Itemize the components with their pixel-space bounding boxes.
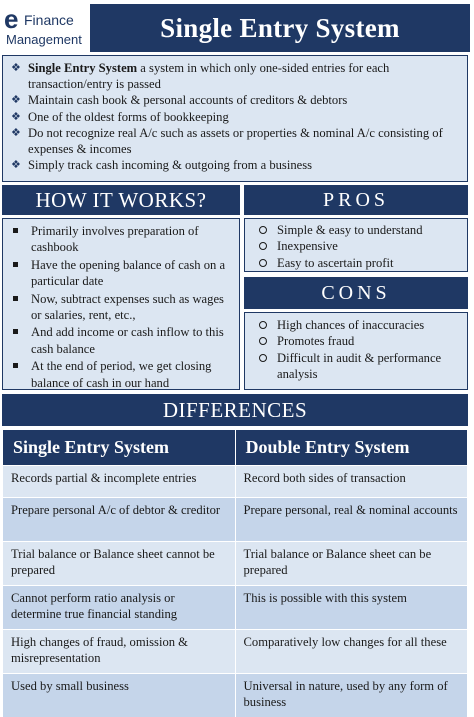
pros-heading: PROS — [244, 185, 468, 215]
table-row — [3, 586, 468, 630]
differences-heading: DIFFERENCES — [2, 394, 468, 426]
how-it-works-box — [2, 218, 240, 390]
hollow-circle-icon — [259, 337, 267, 345]
table-cell: Trial balance or Balance sheet can be prepared — [235, 542, 468, 586]
table-cell: Record both sides of transaction — [235, 466, 468, 498]
hollow-circle-icon — [259, 354, 267, 362]
cons-item — [253, 350, 459, 383]
how-it-works-heading: HOW IT WORKS? — [2, 185, 240, 215]
logo-line-2: Management — [6, 32, 82, 47]
diamond-star-icon: ❖ — [11, 158, 21, 172]
cons-item — [253, 317, 459, 333]
table-cell: Comparatively low changes for all these — [235, 630, 468, 674]
hollow-circle-icon — [259, 226, 267, 234]
how-item — [9, 291, 233, 324]
pros-box — [244, 218, 468, 272]
table-row — [3, 498, 468, 542]
intro-box — [2, 55, 468, 182]
cons-box — [244, 312, 468, 390]
pros-list — [253, 222, 459, 271]
column-header-double: Double Entry System — [235, 430, 468, 466]
intro-item — [11, 157, 459, 173]
table-row — [3, 630, 468, 674]
square-bullet-icon — [13, 296, 18, 301]
pros-item — [253, 255, 459, 271]
cons-item-text: Difficult in audit & performance analysis — [277, 350, 442, 382]
intro-item-text: Maintain cash book & personal accounts of creditors & debtors — [28, 93, 348, 108]
how-item-text: Have the opening balance of cash on a particular date — [31, 257, 226, 289]
pros-item — [253, 222, 459, 238]
intro-item — [11, 92, 459, 108]
table-cell: Trial balance or Balance sheet cannot be prepared — [3, 542, 236, 586]
pros-item-text: Inexpensive — [277, 239, 338, 254]
logo-line-1: Finance — [24, 12, 74, 28]
how-item-text: At the end of period, we get closing balance of cash in our hand — [31, 359, 212, 390]
square-bullet-icon — [13, 228, 18, 233]
how-item-text: And add income or cash inflow to this cash balance — [31, 325, 224, 356]
how-item-text: Primarily involves preparation of cashbook — [31, 224, 199, 255]
hollow-circle-icon — [259, 242, 267, 250]
square-bullet-icon — [13, 329, 18, 334]
intro-list — [11, 60, 459, 173]
logo-e-icon: e — [4, 4, 19, 34]
square-bullet-icon — [13, 262, 18, 267]
table-cell: Records partial & incomplete entries — [3, 466, 236, 498]
intro-item-text: Simply track cash incoming & outgoing from a business — [28, 158, 313, 173]
diamond-star-icon: ❖ — [11, 61, 21, 74]
cons-list — [253, 317, 459, 383]
table-row — [3, 674, 468, 717]
how-item — [9, 223, 233, 256]
intro-item-bold: Single Entry System — [28, 61, 138, 75]
intro-item-text: Do not recognize real A/c such as assets or properties & nominal A/c consisting of expenses & incomes — [28, 125, 443, 157]
intro-item — [11, 125, 459, 157]
intro-item — [11, 109, 459, 125]
diamond-star-icon: ❖ — [11, 93, 21, 107]
cons-item-text: Promotes fraud — [277, 334, 355, 349]
square-bullet-icon — [13, 363, 18, 368]
differences-table — [2, 429, 468, 717]
page-title: Single Entry System — [90, 4, 470, 52]
cons-item-text: High chances of inaccuracies — [277, 318, 425, 332]
how-item — [9, 324, 233, 357]
table-cell: Cannot perform ratio analysis or determine true financial standing — [3, 586, 236, 630]
table-cell: Prepare personal A/c of debtor & creditor — [3, 498, 236, 542]
cons-item — [253, 333, 459, 349]
table-cell: This is possible with this system — [235, 586, 468, 630]
table-cell: Universal in nature, used by any form of business — [235, 674, 468, 717]
column-header-single: Single Entry System — [3, 430, 236, 466]
how-it-works-list — [9, 223, 233, 391]
pros-item-text: Simple & easy to understand — [277, 223, 423, 237]
how-item-text: Now, subtract expenses such as wages or salaries, rent, etc., — [31, 291, 224, 323]
diamond-star-icon: ❖ — [11, 125, 21, 139]
how-item — [9, 358, 233, 391]
pros-item — [253, 238, 459, 254]
diamond-star-icon: ❖ — [11, 109, 21, 123]
intro-item — [11, 60, 459, 92]
hollow-circle-icon — [259, 321, 267, 329]
cons-heading: CONS — [244, 277, 468, 309]
intro-item-text: One of the oldest forms of bookkeeping — [28, 109, 229, 124]
table-header-row — [3, 430, 468, 466]
pros-item-text: Easy to ascertain profit — [277, 255, 394, 270]
table-cell: High changes of fraud, omission & misrepresentation — [3, 630, 236, 674]
table-cell: Prepare personal, real & nominal accounts — [235, 498, 468, 542]
table-cell: Used by small business — [3, 674, 236, 717]
table-row — [3, 466, 468, 498]
table-row — [3, 542, 468, 586]
brand-logo — [2, 2, 84, 52]
intro-item-text: a system in which only one-sided entries for each transaction/entry is passed — [28, 61, 390, 92]
how-item — [9, 257, 233, 290]
hollow-circle-icon — [259, 259, 267, 267]
